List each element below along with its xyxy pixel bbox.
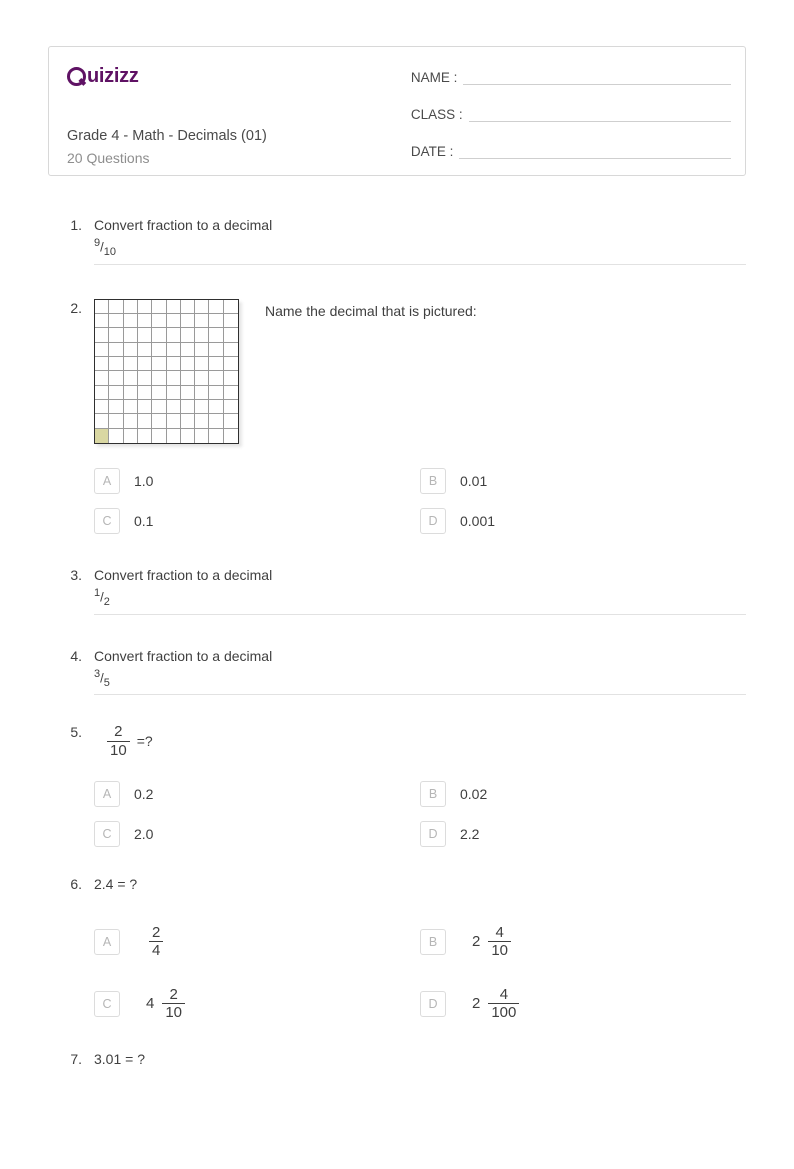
grid-cell bbox=[209, 371, 223, 385]
option-b[interactable] bbox=[420, 466, 746, 496]
grid-cell bbox=[138, 343, 152, 357]
option-text bbox=[134, 986, 188, 1022]
grid-cell bbox=[124, 314, 138, 328]
grid-cell bbox=[195, 328, 209, 342]
whole-part: 2 bbox=[472, 933, 481, 951]
grid-cell bbox=[167, 357, 181, 371]
mixed-number bbox=[472, 924, 514, 960]
grid-cell bbox=[195, 400, 209, 414]
fraction-denominator: 10 bbox=[103, 245, 116, 258]
grid-cell bbox=[181, 414, 195, 428]
grid-cell bbox=[109, 328, 123, 342]
grid-cell bbox=[181, 400, 195, 414]
option-text: 0.1 bbox=[134, 512, 154, 529]
option-a[interactable] bbox=[94, 466, 420, 496]
mixed-number bbox=[146, 986, 188, 1022]
mixed-number bbox=[146, 924, 166, 960]
grid-cell bbox=[109, 314, 123, 328]
fraction-numerator: 4 bbox=[499, 986, 509, 1004]
grid-cell bbox=[138, 314, 152, 328]
grid-cell bbox=[209, 386, 223, 400]
grid-cell bbox=[224, 386, 238, 400]
question-number: 4. bbox=[70, 647, 82, 664]
grid-cell bbox=[224, 328, 238, 342]
fraction-numerator: 2 bbox=[114, 723, 123, 741]
fraction-denominator: 10 bbox=[107, 741, 130, 759]
fraction-numerator: 3 bbox=[94, 667, 101, 680]
grid-cell bbox=[152, 328, 166, 342]
fraction-numerator: 4 bbox=[495, 924, 504, 942]
option-text bbox=[134, 924, 166, 960]
option-text bbox=[460, 924, 514, 960]
question-7 bbox=[48, 1050, 746, 1077]
question-number: 1. bbox=[70, 217, 82, 233]
grid-cell bbox=[138, 414, 152, 428]
option-text: 0.001 bbox=[460, 512, 496, 529]
fraction-numerator: 2 bbox=[169, 986, 178, 1004]
grid-cell bbox=[138, 386, 152, 400]
question-number: 2. bbox=[70, 299, 82, 316]
grid-cell bbox=[138, 429, 152, 443]
worksheet-page bbox=[0, 46, 794, 1169]
mixed-number bbox=[472, 986, 522, 1022]
grid-cell bbox=[195, 343, 209, 357]
question-number: 7. bbox=[70, 1050, 82, 1067]
grid-cell bbox=[195, 429, 209, 443]
option-letter: D bbox=[420, 508, 446, 534]
grid-cell bbox=[124, 429, 138, 443]
question-number: 5. bbox=[70, 724, 82, 741]
name-label: NAME : bbox=[410, 70, 458, 85]
question-prompt: Convert fraction to a decimal bbox=[94, 217, 273, 233]
worksheet-header bbox=[48, 46, 746, 176]
quizizz-logo bbox=[67, 65, 411, 88]
grid-cell bbox=[138, 328, 152, 342]
grid-cell bbox=[195, 386, 209, 400]
grid-cell bbox=[152, 314, 166, 328]
fraction-denominator: 2 bbox=[103, 595, 110, 608]
name-input-line[interactable] bbox=[463, 69, 731, 85]
grid-cell bbox=[224, 357, 238, 371]
option-text: 2.0 bbox=[134, 825, 154, 842]
grid-cell bbox=[181, 328, 195, 342]
grid-cell bbox=[181, 343, 195, 357]
question-number: 3. bbox=[70, 566, 82, 583]
option-letter: A bbox=[94, 781, 120, 807]
option-b[interactable] bbox=[420, 916, 746, 968]
whole-part: 2 bbox=[472, 995, 481, 1013]
grid-cell bbox=[95, 343, 109, 357]
answer-rule bbox=[94, 694, 746, 695]
grid-cell bbox=[181, 314, 195, 328]
grid-cell bbox=[138, 400, 152, 414]
grid-cell bbox=[124, 343, 138, 357]
decimal-grid-image bbox=[94, 299, 239, 444]
answer-rule bbox=[94, 614, 746, 615]
prompt-fraction bbox=[107, 723, 130, 759]
grid-cell bbox=[124, 328, 138, 342]
grid-cell bbox=[109, 357, 123, 371]
fraction-numerator: 9 bbox=[94, 236, 101, 249]
grid-cell bbox=[109, 371, 123, 385]
grid-cell bbox=[224, 343, 238, 357]
option-d[interactable] bbox=[420, 819, 746, 849]
question-fraction: $^1/_2$ bbox=[94, 586, 110, 608]
grid-cell bbox=[181, 357, 195, 371]
logo-q-icon bbox=[67, 67, 86, 86]
option-letter: B bbox=[420, 929, 446, 955]
fraction bbox=[149, 924, 163, 960]
grid-cell bbox=[109, 414, 123, 428]
grid-cell bbox=[95, 300, 109, 314]
question-5 bbox=[48, 723, 746, 867]
grid-cell bbox=[195, 357, 209, 371]
page-title: Grade 4 - Math - Decimals (01) bbox=[67, 128, 267, 144]
grid-cell bbox=[209, 357, 223, 371]
name-field-row bbox=[411, 69, 731, 85]
question-prompt: Name the decimal that is pictured: bbox=[265, 302, 477, 319]
option-d[interactable] bbox=[420, 978, 746, 1030]
option-c[interactable] bbox=[94, 819, 420, 849]
answer-rule bbox=[94, 264, 746, 265]
grid-cell bbox=[152, 371, 166, 385]
date-label: DATE : bbox=[410, 144, 454, 159]
grid-cell bbox=[95, 371, 109, 385]
fraction bbox=[488, 924, 511, 960]
grid-cell bbox=[195, 414, 209, 428]
option-text: 2.2 bbox=[460, 825, 480, 842]
question-prompt: 2.4 = ? bbox=[94, 875, 138, 892]
option-letter: D bbox=[420, 991, 446, 1017]
question-3 bbox=[48, 566, 746, 623]
class-field-row bbox=[411, 106, 731, 122]
logo-text: uizizz bbox=[87, 65, 139, 87]
grid-cell bbox=[167, 328, 181, 342]
grid-cell bbox=[109, 343, 123, 357]
fraction-numerator: 1 bbox=[94, 586, 101, 599]
option-a[interactable] bbox=[94, 916, 420, 968]
grid-cell bbox=[181, 429, 195, 443]
option-d[interactable] bbox=[420, 506, 746, 536]
fraction bbox=[488, 986, 519, 1022]
grid-cell bbox=[95, 400, 109, 414]
grid-cell bbox=[181, 371, 195, 385]
grid-cell bbox=[109, 300, 123, 314]
grid-cell bbox=[224, 429, 238, 443]
grid-cell bbox=[138, 371, 152, 385]
grid-cell bbox=[95, 414, 109, 428]
option-letter: B bbox=[420, 468, 446, 494]
class-label: CLASS : bbox=[410, 107, 463, 122]
grid-cell bbox=[209, 414, 223, 428]
grid-cell-shaded bbox=[95, 429, 109, 443]
grid-cell bbox=[209, 429, 223, 443]
option-letter: B bbox=[420, 781, 446, 807]
question-fraction: $^3/_5$ bbox=[94, 667, 110, 689]
option-letter: C bbox=[94, 508, 120, 534]
grid-cell bbox=[152, 414, 166, 428]
options-list bbox=[94, 779, 746, 859]
grid-cell bbox=[124, 400, 138, 414]
question-2 bbox=[48, 299, 746, 554]
grid-cell bbox=[209, 314, 223, 328]
grid-cell bbox=[209, 328, 223, 342]
option-text bbox=[460, 986, 522, 1022]
option-text: 1.0 bbox=[134, 472, 154, 489]
option-text: 0.01 bbox=[460, 472, 488, 489]
fraction-denominator: 100 bbox=[488, 1003, 519, 1021]
option-letter: A bbox=[94, 468, 120, 494]
grid-cell bbox=[124, 414, 138, 428]
grid-cell bbox=[95, 386, 109, 400]
question-prompt: Convert fraction to a decimal bbox=[94, 647, 273, 664]
question-fraction: $^9/_{10}$ bbox=[94, 236, 116, 258]
question-number: 6. bbox=[70, 875, 82, 892]
question-1 bbox=[48, 216, 746, 273]
grid-cell bbox=[167, 314, 181, 328]
date-input-line[interactable] bbox=[459, 143, 731, 159]
grid-cell bbox=[167, 371, 181, 385]
grid-cell bbox=[167, 414, 181, 428]
class-input-line[interactable] bbox=[469, 106, 731, 122]
grid-cell bbox=[152, 357, 166, 371]
options-list bbox=[94, 466, 746, 546]
option-letter: D bbox=[420, 821, 446, 847]
grid-cell bbox=[224, 314, 238, 328]
option-text: 0.02 bbox=[460, 785, 488, 802]
grid-cell bbox=[167, 400, 181, 414]
question-prompt: Convert fraction to a decimal bbox=[94, 566, 273, 583]
grid-cell bbox=[224, 300, 238, 314]
header-fields bbox=[411, 47, 745, 175]
grid-cell bbox=[209, 300, 223, 314]
option-text: 0.2 bbox=[134, 785, 154, 802]
grid-cell bbox=[109, 386, 123, 400]
grid-cell bbox=[124, 300, 138, 314]
option-b[interactable] bbox=[420, 779, 746, 809]
grid-cell bbox=[152, 429, 166, 443]
question-6 bbox=[48, 875, 746, 1048]
grid-cell bbox=[209, 343, 223, 357]
grid-cell bbox=[224, 371, 238, 385]
date-field-row bbox=[411, 143, 731, 159]
grid-cell bbox=[109, 429, 123, 443]
grid-cell bbox=[124, 371, 138, 385]
grid-cell bbox=[124, 386, 138, 400]
grid-cell bbox=[167, 343, 181, 357]
fraction-denominator: 10 bbox=[488, 941, 511, 959]
whole-part: 4 bbox=[146, 995, 155, 1013]
fraction bbox=[162, 986, 185, 1022]
fraction-numerator: 2 bbox=[152, 924, 161, 942]
questions-list bbox=[48, 216, 746, 1077]
grid-cell bbox=[181, 300, 195, 314]
grid-cell bbox=[109, 400, 123, 414]
grid-cell bbox=[209, 400, 223, 414]
grid-cell bbox=[195, 300, 209, 314]
question-count: 20 Questions bbox=[67, 150, 150, 166]
option-c[interactable] bbox=[94, 506, 420, 536]
question-prompt: 3.01 = ? bbox=[94, 1050, 145, 1067]
grid-cell bbox=[124, 357, 138, 371]
fraction-denominator: 4 bbox=[149, 941, 163, 959]
option-a[interactable] bbox=[94, 779, 420, 809]
grid-cell bbox=[195, 314, 209, 328]
fraction-denominator: 5 bbox=[103, 676, 110, 689]
grid-cell bbox=[167, 429, 181, 443]
question-4 bbox=[48, 647, 746, 704]
grid-cell bbox=[152, 300, 166, 314]
prompt-suffix: =? bbox=[136, 732, 153, 749]
grid-cell bbox=[95, 357, 109, 371]
grid-cell bbox=[138, 300, 152, 314]
grid-cell bbox=[195, 371, 209, 385]
options-list bbox=[94, 916, 746, 1040]
question-prompt bbox=[94, 723, 746, 759]
option-c[interactable] bbox=[94, 978, 420, 1030]
grid-cell bbox=[224, 414, 238, 428]
grid-cell bbox=[181, 386, 195, 400]
grid-cell bbox=[224, 400, 238, 414]
grid-cell bbox=[167, 300, 181, 314]
grid-cell bbox=[152, 386, 166, 400]
grid-cell bbox=[152, 343, 166, 357]
fraction-denominator: 10 bbox=[162, 1003, 185, 1021]
grid-cell bbox=[95, 314, 109, 328]
grid-cell bbox=[95, 328, 109, 342]
header-left bbox=[49, 47, 411, 175]
grid-cell bbox=[152, 400, 166, 414]
grid-cell bbox=[167, 386, 181, 400]
option-letter: C bbox=[94, 821, 120, 847]
grid-cell bbox=[138, 357, 152, 371]
option-letter: C bbox=[94, 991, 120, 1017]
option-letter: A bbox=[94, 929, 120, 955]
